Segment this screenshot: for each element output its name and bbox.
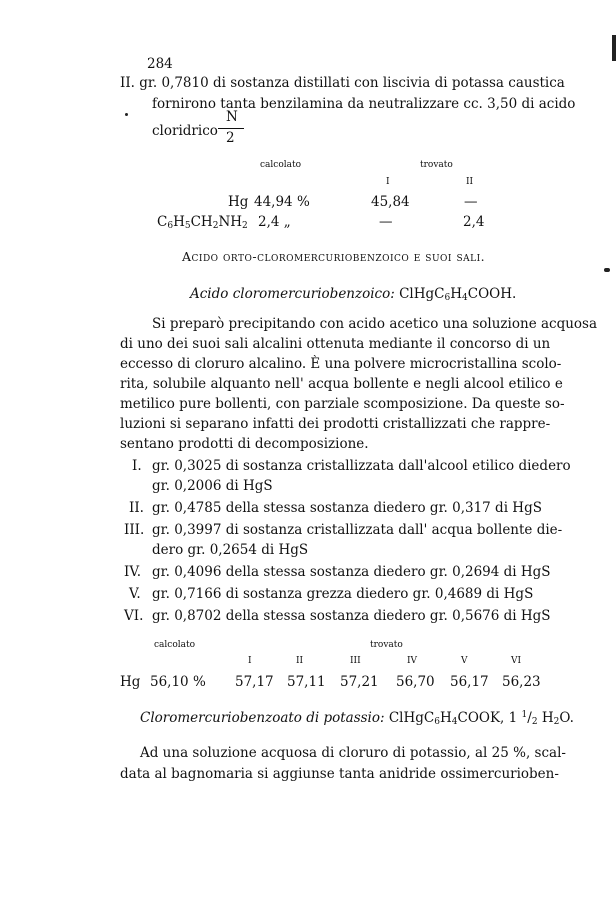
table1-row2-ii: 2,4 [463,214,485,230]
analysis-iv-line-1: gr. 0,4096 della stessa sostanza diedero gr. 0,2694 di HgS [152,564,551,580]
table1-calc-header: calcolato [260,160,302,170]
analysis-ii-line-1: gr. 0,4785 della stessa sostanza diedero gr. 0,317 di HgS [152,500,542,516]
paragraph1-line-1: Si preparò precipitando con acido acetico una soluzione acquosa [152,316,598,332]
table2-value-i: 57,17 [235,674,274,690]
paragraph2-line-1: Ad una soluzione acquosa di cloruro di potassio, al 25 %, scal- [140,745,566,761]
table1-row1-i: 45,84 [371,194,410,210]
table1-col-ii: II [466,177,474,187]
table2-col-iii: III [350,656,361,666]
table2-col-vi: VI [511,656,522,666]
table2-value-v: 56,17 [450,674,489,690]
table1-row1-label: Hg [228,194,249,210]
analysis-i-line-2: gr. 0,2006 di HgS [152,478,273,494]
analysis-iv-num: IV. [124,564,142,580]
entry-ii-line-1: II. gr. 0,7810 di sostanza distillati con liscivia di potassa caustica [120,75,565,91]
paragraph2-line-2: data al bagnomaria si aggiunse tanta anidride ossimercurioben- [120,766,559,782]
table2-value-vi: 56,23 [502,674,541,690]
subsection2-italic: Cloromercuriobenzoato di potassio: [140,710,385,726]
fraction-numerator: N [226,109,238,125]
table2-label: Hg [120,674,141,690]
table2-calc-header: calcolato [154,640,196,650]
subsection-italic: Acido cloromercuriobenzoico: [190,286,395,302]
table1-row2-label: $C_6H_5CH_2NH_2$ [157,214,248,231]
table1-row2-i: — [379,214,393,230]
table1-row2-calc: 2,4 „ [258,214,291,230]
paragraph1-line-5: metilico pure bollenti, con parziale scomposizione. Da queste so- [120,396,565,412]
analysis-iii-line-1: gr. 0,3997 di sostanza cristallizzata dall' acqua bollente die- [152,522,563,538]
table1-found-header: trovato [420,160,453,170]
table2-col-iv: IV [407,656,418,666]
analysis-ii-num: II. [129,500,144,516]
paragraph1-line-6: luzioni si separano infatti dei prodotti cristallizzati che rappre- [120,416,551,432]
table2-col-ii: II [296,656,304,666]
analysis-iii-num: III. [124,522,145,538]
page-number: 284 [147,56,173,72]
entry-ii-line-3: cloridrico [152,123,218,139]
analysis-v-line-1: gr. 0,7166 di sostanza grezza diedero gr. 0,4689 di HgS [152,586,534,602]
fraction-bar [218,128,244,129]
fraction-denominator: 2 [226,130,235,146]
table2-calc: 56,10 % [150,674,206,690]
table2-found-header: trovato [370,640,403,650]
analysis-i-line-1: gr. 0,3025 di sostanza cristallizzata dall'alcool etilico diedero [152,458,571,474]
table2-col-v: V [461,656,468,666]
paragraph1-line-2: di uno dei suoi sali alcalini ottenuta mediante il concorso di un [120,336,551,352]
paragraph1-line-3: eccesso di cloruro alcalino. È una polvere microcristallina scolo- [120,356,562,372]
analysis-vi-num: VI. [124,608,144,624]
analysis-v-num: V. [129,586,141,602]
table1-row1-calc: 44,94 % [254,194,310,210]
section-title: Acido orto-cloromercuriobenzoico e suoi sali. [182,249,486,264]
analysis-iii-line-2: dero gr. 0,2654 di HgS [152,542,309,558]
subsection-heading: Acido cloromercuriobenzoico: $ClHgC_6H_4COOH$. [190,286,517,303]
entry-ii-line-2: fornirono tanta benzilamina da neutralizzare cc. 3,50 di acido [152,96,576,112]
margin-mark [604,268,610,272]
page-edge-mark [612,35,616,61]
paragraph1-line-4: rita, solubile alquanto nell' acqua bollente e negli alcool etilico e [120,376,563,392]
analysis-i-num: I. [132,458,142,474]
table2-value-ii: 57,11 [287,674,326,690]
table2-value-iv: 56,70 [396,674,435,690]
subsection2-heading: Cloromercuriobenzoato di potassio: $ClHgC_6H_4COOK$, 1 $^1/_2$ $H_2O$. [140,710,574,727]
table2-col-i: I [248,656,252,666]
ink-speck [125,113,128,116]
table1-row1-ii: — [464,194,478,210]
table2-value-iii: 57,21 [340,674,379,690]
table1-col-i: I [386,177,390,187]
paragraph1-line-7: sentano prodotti di decomposizione. [120,436,369,452]
analysis-vi-line-1: gr. 0,8702 della stessa sostanza diedero gr. 0,5676 di HgS [152,608,551,624]
